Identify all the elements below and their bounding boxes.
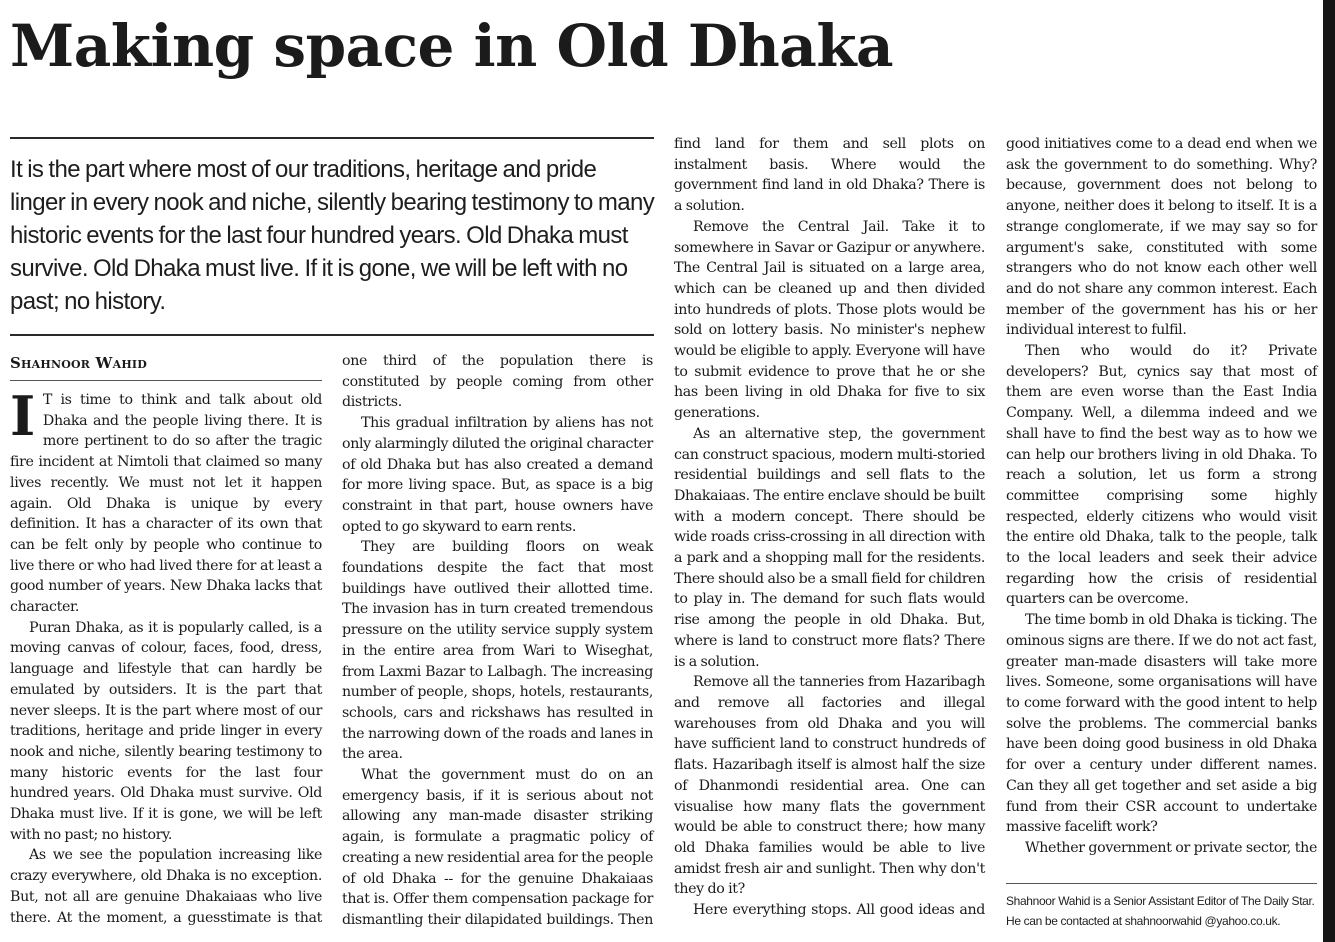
- paragraph-9: Remove all the tanneries from Hazaribagh and remove all factories and illegal warehouses from old Dhaka and you will have sufficient land to construct hundreds of flats. Hazaribagh itself is almost half the size of Dhanmondi residential area. One can visualise how many flats the government would be able to construct there; how many old Dhaka families would be able to live amidst fresh air and sunlight. Then why don't they do it?: [674, 674, 985, 898]
- paragraph-1-text: T is time to think and talk about old Dhaka and the people living there. It is more pertinent to do so after the tragic fire incident at Nimtoli that claimed so many lives recently. We must not let it happen again. Old Dhaka is unique by every definition. It has a character of its own that can be felt only by people who continue to live there or who had lived there for at least a good number of years. New Dhaka lacks that character.: [10, 392, 322, 616]
- paragraph-2: Puran Dhaka, as it is popularly called, is a moving canvas of colour, faces, food, dress, language and lifestyle that can hardly be emulated by outsiders. It is the part that never sleeps. It is the part where most of our traditions, heritage and pride linger in every nook and niche, silently bearing testimony to many historic events for the last four hundred years. Old Dhaka must survive. Old Dhaka must live. If it is gone, we will be left with no past; no history.: [10, 619, 322, 843]
- author-bio-rule: [1006, 883, 1317, 884]
- paragraph-11: Then who would do it? Private developers? But, cynics say that most of them are even worse than the East India Company. Well, a dilemma indeed and we shall have to find the best way as to how we can help our brothers living in old Dhaka. To reach a solution, let us form a strong committee comprising some highly respected, elderly citizens who would visit the entire old Dhaka, talk to the people, talk to the local leaders and seek their advice regarding how the crisis of residential quarters can be overcome.: [1006, 343, 1317, 608]
- paragraph-7: Remove the Central Jail. Take it to somewhere in Savar or Gazipur or anywhere. The Central Jail is situated on a large area, which can be cleaned up and then divided into hundreds of plots. Those plots would be sold on lottery basis. No minister's nephew would be eligible to apply. Everyone will have to submit evidence to prove that he or she has been living in old Dhaka for five to six generations.: [674, 218, 985, 422]
- author-bio: Shahnoor Wahid is a Senior Assistant Editor of The Daily Star. He can be contacted at shahnoorwahid @yahoo.co.uk.: [1006, 894, 1315, 928]
- paragraph-8: As an alternative step, the government can construct spacious, modern multi-storied residential buildings and sell flats to the Dhakaiaas. The entire enclave should be built with a modern concept. There should be wide roads criss-crossing in all direction with a park and a shopping mall for the residents. There should also be a small field for children to play in. The demand for such flats would rise among the people in old Dhaka. But, where is land to construct more flats? There is a solution.: [674, 425, 985, 670]
- paragraph-6-cont: find land for them and sell plots on instalment basis. Where would the government find land in old Dhaka? There is a solution.: [674, 136, 985, 215]
- standfirst: It is the part where most of our traditions, heritage and pride linger in every nook and niche, silently bearing testimony to many historic events for the last four hundred years. Old Dhaka must survive. Old Dhaka must live. If it is gone, we will be left with no past; no history.: [10, 156, 655, 315]
- byline-rule: [10, 380, 322, 381]
- paragraph-3-cont: one third of the population there is constituted by people coming from other districts.: [342, 353, 653, 411]
- headline: Making space in Old Dhaka: [10, 12, 894, 80]
- column-1: [10, 384, 322, 928]
- byline: Shahnoor Wahid: [10, 354, 147, 372]
- column-3: [674, 134, 985, 921]
- drop-cap: I: [10, 384, 35, 448]
- paragraph-first: [10, 384, 322, 618]
- paragraph-5: They are building floors on weak foundations despite the fact that most buildings have outlived their allotted time. The invasion has in turn created tremendous pressure on the utility service supply system in the entire area from Wari to Wiseghat, from Laxmi Bazar to Lalbagh. The increasing number of people, shops, hotels, restaurants, schools, cars and rickshaws has resulted in the narrowing down of the roads and lanes in the area.: [342, 539, 653, 763]
- paragraph-10: Here everything stops. All good ideas and: [693, 902, 985, 919]
- standfirst-top-rule: [10, 137, 654, 139]
- standfirst-bottom-rule: [10, 334, 654, 336]
- paragraph-6: What the government must do on an emergency basis, if it is serious about not allowing any man-made disaster striking again, is formulate a pragmatic policy of creating a new residential area for the people of old Dhaka -- for the genuine Dhakaiaas that is. Offer them compensation package for dismantling their dilapidated buildings. Then: [342, 767, 653, 928]
- paragraph-3: As we see the population increasing like crazy everywhere, old Dhaka is no exception. But, not all are genuine Dhakaiaas who live there. At the moment, a guesstimate is that: [10, 847, 322, 926]
- paragraph-12: The time bomb in old Dhaka is ticking. The ominous signs are there. If we do not act fast, greater man-made disasters will take more lives. Someone, some organisations will have to come forward with the good intent to help solve the problems. The commercial banks have been doing good business in old Dhaka for over a century under different names. Can they all get together and set aside a big fund from their CSR account to undertake massive facelift work?: [1006, 612, 1317, 836]
- column-2: [342, 351, 653, 931]
- page-edge-bar: [1323, 0, 1335, 942]
- paragraph-13: Whether government or private sector, the: [1025, 839, 1317, 856]
- paragraph-10-cont: good initiatives come to a dead end when we ask the government to do something. Why? because, government does not belong to anyone, neither does it belong to itself. It is a strange conglomerate, if we may say so for argument's sake, constituted with some strangers who do not know each other well and do not share any common interest. Each member of the government has his or her individual interest to fulfil.: [1006, 136, 1317, 339]
- paragraph-4: This gradual infiltration by aliens has not only alarmingly diluted the original character of old Dhaka but has also created a demand for more living space. But, as space is a big constraint in that part, house owners have opted to go skyward to earn rents.: [342, 415, 653, 535]
- column-4: [1006, 134, 1317, 859]
